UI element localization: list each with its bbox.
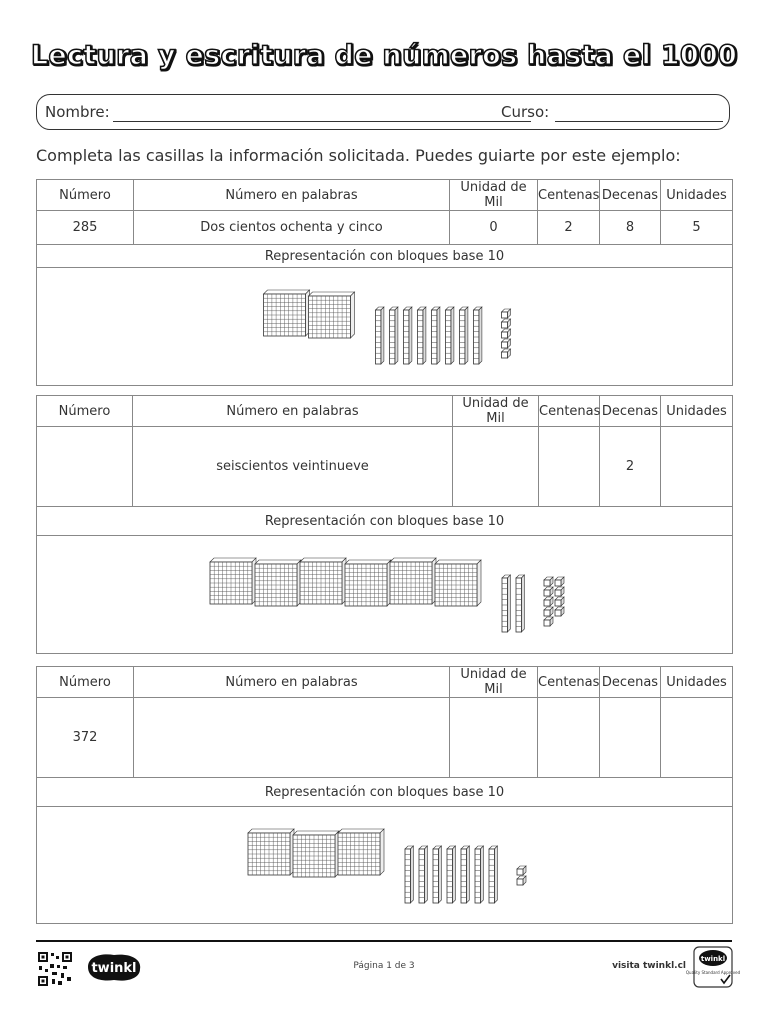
header-numero: Número [37,667,134,698]
visit-link[interactable]: visita twinkl.cl [612,961,686,971]
cell-unidades: 5 [661,211,733,245]
header-mil: Unidad de Mil [453,396,539,427]
header-unidades: Unidades [661,667,733,698]
cell-numero: 285 [37,211,134,245]
quality-badge-icon [685,946,741,992]
cell-unidades[interactable] [661,427,733,507]
ten-rod [390,307,398,364]
ten-rod [432,307,440,364]
one-cube [517,866,526,875]
cell-mil[interactable] [450,698,538,778]
exercise-table-1 [36,395,733,654]
header-palabras: Número en palabras [133,396,453,427]
cell-mil[interactable] [453,427,539,507]
ten-rod [489,846,497,903]
cell-decenas: 2 [600,427,661,507]
blocks-area [37,268,733,386]
page-title: Lectura y escritura de números hasta el 1000 [30,40,738,71]
header-decenas: Decenas [600,667,661,698]
cell-numero[interactable] [37,427,133,507]
one-cube [544,597,553,606]
hundred-block [293,831,339,877]
header-centenas: Centenas [539,396,600,427]
blocks-area [37,536,733,654]
hundred-block [390,558,436,604]
instructions: Completa las casillas la información solicitada. Puedes guiarte por este ejemplo: [36,146,681,165]
ten-rod [418,307,426,364]
hundred-block [345,560,391,606]
cell-centenas[interactable] [538,698,600,778]
ten-rod [447,846,455,903]
representation-label: Representación con bloques base 10 [37,778,733,807]
header-decenas: Decenas [600,180,661,211]
hundred-block [309,292,355,338]
name-box [36,94,730,130]
header-numero: Número [37,396,133,427]
nombre-field[interactable] [113,121,531,122]
cell-centenas: 2 [538,211,600,245]
header-centenas: Centenas [538,180,600,211]
header-mil: Unidad de Mil [450,667,538,698]
one-cube [544,587,553,596]
one-cube [502,329,511,338]
one-cube [555,577,564,586]
hundred-block [338,829,384,875]
badge-logo-text: twinkl [700,955,726,963]
header-unidades: Unidades [661,180,733,211]
header-mil: Unidad de Mil [450,180,538,211]
cell-centenas[interactable] [539,427,600,507]
badge-text: Quality Standard Approved [685,970,741,975]
cell-unidades[interactable] [661,698,733,778]
hundred-block [300,558,346,604]
ten-rod [433,846,441,903]
base10-blocks-2 [37,536,733,654]
exercise-table-2 [36,666,733,924]
one-cube [502,319,511,328]
ten-rod [419,846,427,903]
ten-rod [405,846,413,903]
ten-rod [516,575,524,632]
one-cube [502,349,511,358]
ten-rod [446,307,454,364]
cell-decenas[interactable] [600,698,661,778]
one-cube [544,577,553,586]
base10-blocks-1 [37,268,733,386]
header-palabras: Número en palabras [134,667,450,698]
one-cube [544,607,553,616]
one-cube [555,607,564,616]
ten-rod [461,846,469,903]
hundred-block [264,290,310,336]
ten-rod [376,307,384,364]
one-cube [555,597,564,606]
header-unidades: Unidades [661,396,733,427]
ten-rod [475,846,483,903]
hundred-block [248,829,294,875]
twinkl-logo-text: twinkl [91,961,137,976]
hundred-block [435,560,481,606]
page-number: Página 1 de 3 [353,961,415,971]
cell-palabras: seiscientos veintinueve [133,427,453,507]
cell-mil: 0 [450,211,538,245]
ten-rod [474,307,482,364]
one-cube [502,309,511,318]
blocks-area [37,807,733,924]
representation-label: Representación con bloques base 10 [37,245,733,268]
hundred-block [210,558,256,604]
cell-numero: 372 [37,698,134,778]
header-palabras: Número en palabras [134,180,450,211]
nombre-label: Nombre: [45,103,110,121]
ten-rod [460,307,468,364]
curso-field[interactable] [555,121,723,122]
ten-rod [404,307,412,364]
one-cube [517,876,526,885]
cell-palabras[interactable] [134,698,450,778]
one-cube [544,617,553,626]
representation-label: Representación con bloques base 10 [37,507,733,536]
hundred-block [255,560,301,606]
header-centenas: Centenas [538,667,600,698]
one-cube [555,587,564,596]
footer-divider [36,940,732,942]
header-numero: Número [37,180,134,211]
base10-blocks-3 [37,807,733,924]
header-decenas: Decenas [600,396,661,427]
ten-rod [502,575,510,632]
curso-label: Curso: [501,103,550,121]
cell-decenas: 8 [600,211,661,245]
example-table [36,179,733,386]
one-cube [502,339,511,348]
cell-palabras: Dos cientos ochenta y cinco [134,211,450,245]
